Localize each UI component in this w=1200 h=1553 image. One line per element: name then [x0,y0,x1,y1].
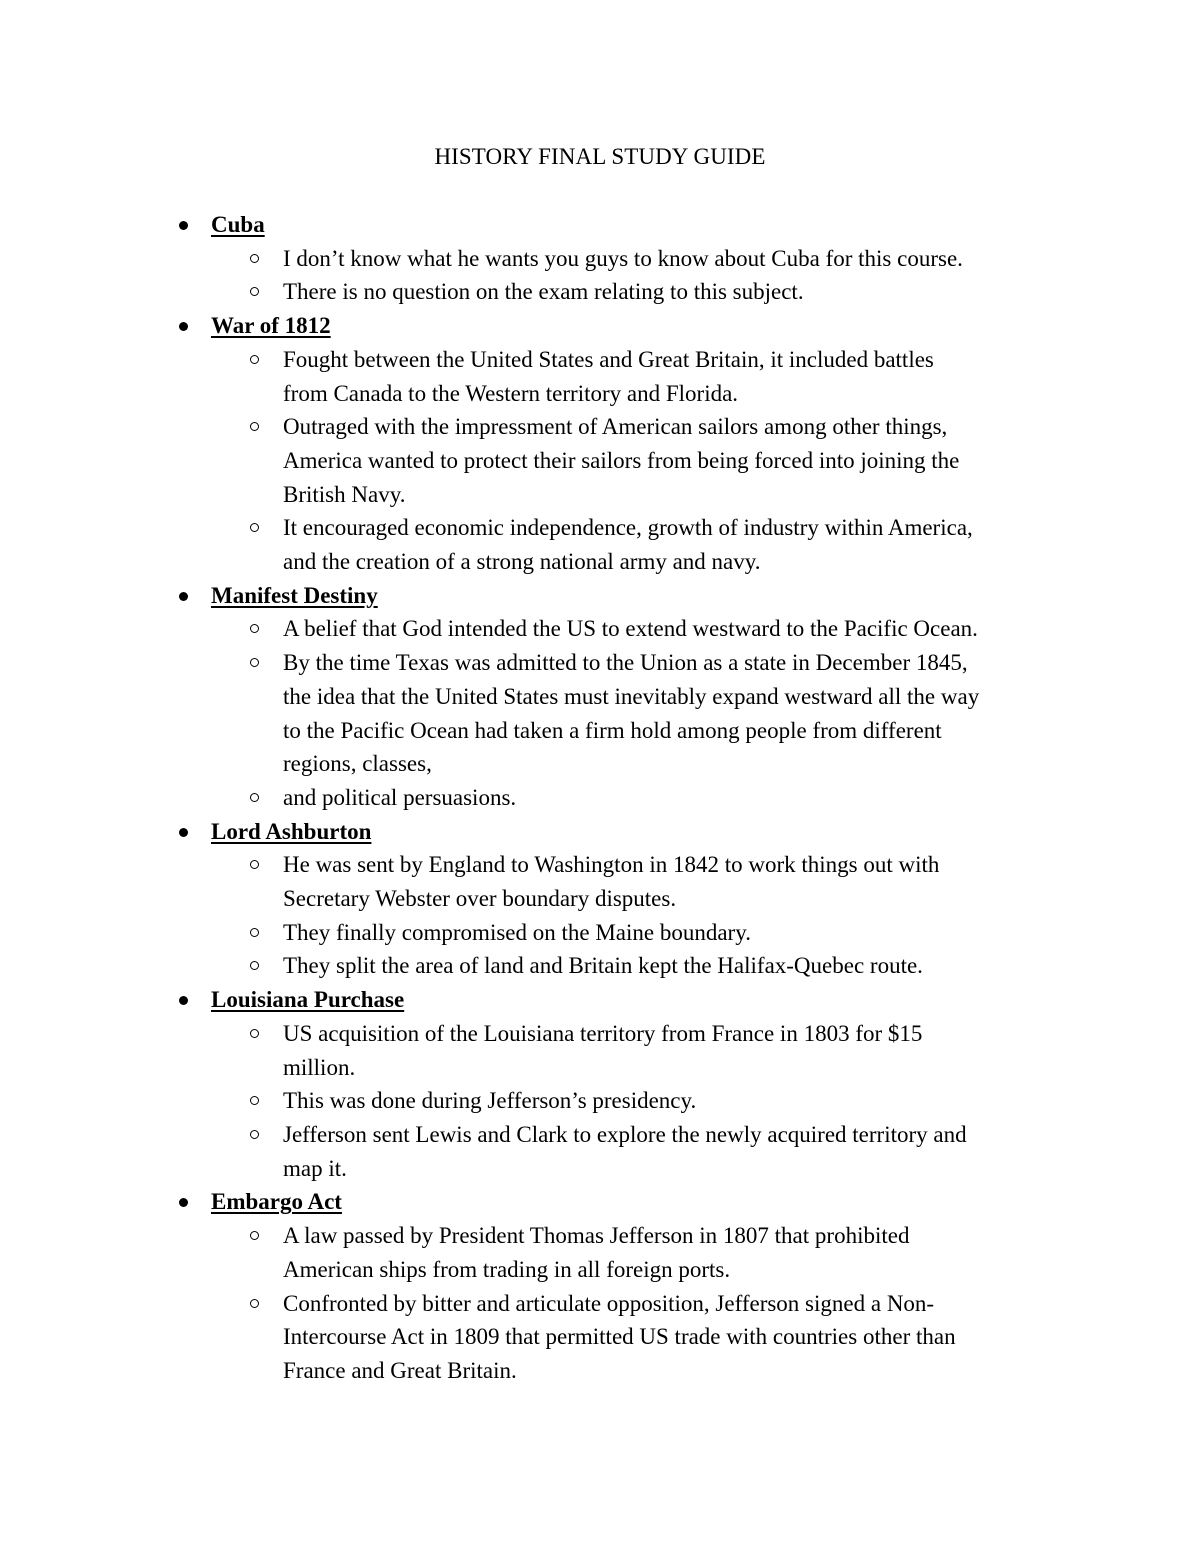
point-item [0,1287,1200,1388]
point-item [0,1118,1200,1185]
hollow-bullet-icon [250,254,259,263]
point-text-line: British Navy. [283,481,406,507]
point-list [0,848,1200,983]
filled-bullet-icon [179,322,188,331]
hollow-bullet-icon [250,793,259,802]
point-text-line: France and Great Britain. [283,1357,517,1383]
hollow-bullet-icon [250,355,259,364]
point-item [0,612,1200,646]
point-list [0,242,1200,309]
point-text-line: regions, classes, [283,751,432,777]
topic-item [0,983,1200,1185]
topic-heading: Lord Ashburton [211,818,372,844]
topic-item [0,208,1200,309]
filled-bullet-icon [179,996,188,1005]
hollow-bullet-icon [250,1029,259,1038]
point-item [0,646,1200,781]
point-text-line: It encouraged economic independence, growth of industry within America, [283,515,973,541]
topic-heading: Embargo Act [211,1189,342,1215]
hollow-bullet-icon [250,1231,259,1240]
point-text-line: Jefferson sent Lewis and Clark to explore the newly acquired territory and [283,1121,967,1147]
hollow-bullet-icon [250,523,259,532]
point-text-line: US acquisition of the Louisiana territory from France in 1803 for $15 [283,1020,923,1046]
point-text-line: They finally compromised on the Maine boundary. [283,919,751,945]
point-text-line: A belief that God intended the US to extend westward to the Pacific Ocean. [283,616,978,642]
topic-list [0,208,1200,1388]
hollow-bullet-icon [250,422,259,431]
point-item [0,511,1200,578]
hollow-bullet-icon [250,1130,259,1139]
hollow-bullet-icon [250,624,259,633]
point-text-line: Secretary Webster over boundary disputes. [283,886,677,912]
hollow-bullet-icon [250,1299,259,1308]
point-text-line: This was done during Jefferson’s presidency. [283,1088,697,1114]
point-item [0,949,1200,983]
point-item [0,1084,1200,1118]
point-item [0,781,1200,815]
point-text-line: and political persuasions. [283,784,517,810]
point-text-line: A law passed by President Thomas Jefferson in 1807 that prohibited [283,1223,910,1249]
topic-item [0,309,1200,579]
point-list [0,1219,1200,1388]
point-text-line: to the Pacific Ocean had taken a firm hold among people from different [283,717,942,743]
point-text-line: There is no question on the exam relating to this subject. [283,279,804,305]
topic-heading: Cuba [211,212,265,237]
point-list [0,612,1200,814]
hollow-bullet-icon [250,928,259,937]
point-item [0,1219,1200,1286]
point-text-line: America wanted to protect their sailors from being forced into joining the [283,447,960,473]
hollow-bullet-icon [250,658,259,667]
point-item [0,343,1200,410]
topic-item [0,1185,1200,1387]
document-title: HISTORY FINAL STUDY GUIDE [434,144,766,169]
point-text-line: American ships from trading in all foreign ports. [283,1256,731,1282]
topic-heading: Manifest Destiny [211,582,378,608]
point-item [0,916,1200,950]
point-item [0,848,1200,915]
hollow-bullet-icon [250,961,259,970]
point-item [0,275,1200,309]
filled-bullet-icon [179,221,188,230]
point-text-line: By the time Texas was admitted to the Union as a state in December 1845, [283,650,968,676]
filled-bullet-icon [179,592,188,601]
point-list [0,343,1200,579]
topic-item [0,579,1200,815]
hollow-bullet-icon [250,287,259,296]
point-item [0,1017,1200,1084]
point-text-line: and the creation of a strong national army and navy. [283,549,761,575]
point-text-line: I don’t know what he wants you guys to know about Cuba for this course. [283,245,963,271]
point-text-line: Fought between the United States and Great Britain, it included battles [283,346,934,372]
point-text-line: They split the area of land and Britain kept the Halifax-Quebec route. [283,953,923,979]
point-list [0,1017,1200,1186]
point-text-line: Confronted by bitter and articulate opposition, Jefferson signed a Non- [283,1290,935,1316]
topic-heading: Louisiana Purchase [211,987,405,1013]
filled-bullet-icon [179,828,188,837]
point-item [0,410,1200,511]
point-text-line: He was sent by England to Washington in 1842 to work things out with [283,852,940,878]
point-text-line: Outraged with the impressment of American sailors among other things, [283,414,948,440]
point-text-line: the idea that the United States must inevitably expand westward all the way [283,683,980,709]
hollow-bullet-icon [250,1096,259,1105]
hollow-bullet-icon [250,860,259,869]
point-text-line: map it. [283,1155,347,1181]
topic-heading: War of 1812 [211,313,331,339]
point-text-line: Intercourse Act in 1809 that permitted US trade with countries other than [283,1324,956,1350]
filled-bullet-icon [179,1198,188,1207]
point-text-line: from Canada to the Western territory and Florida. [283,380,739,406]
point-text-line: million. [283,1054,356,1080]
point-item [0,242,1200,276]
topic-item [0,815,1200,984]
